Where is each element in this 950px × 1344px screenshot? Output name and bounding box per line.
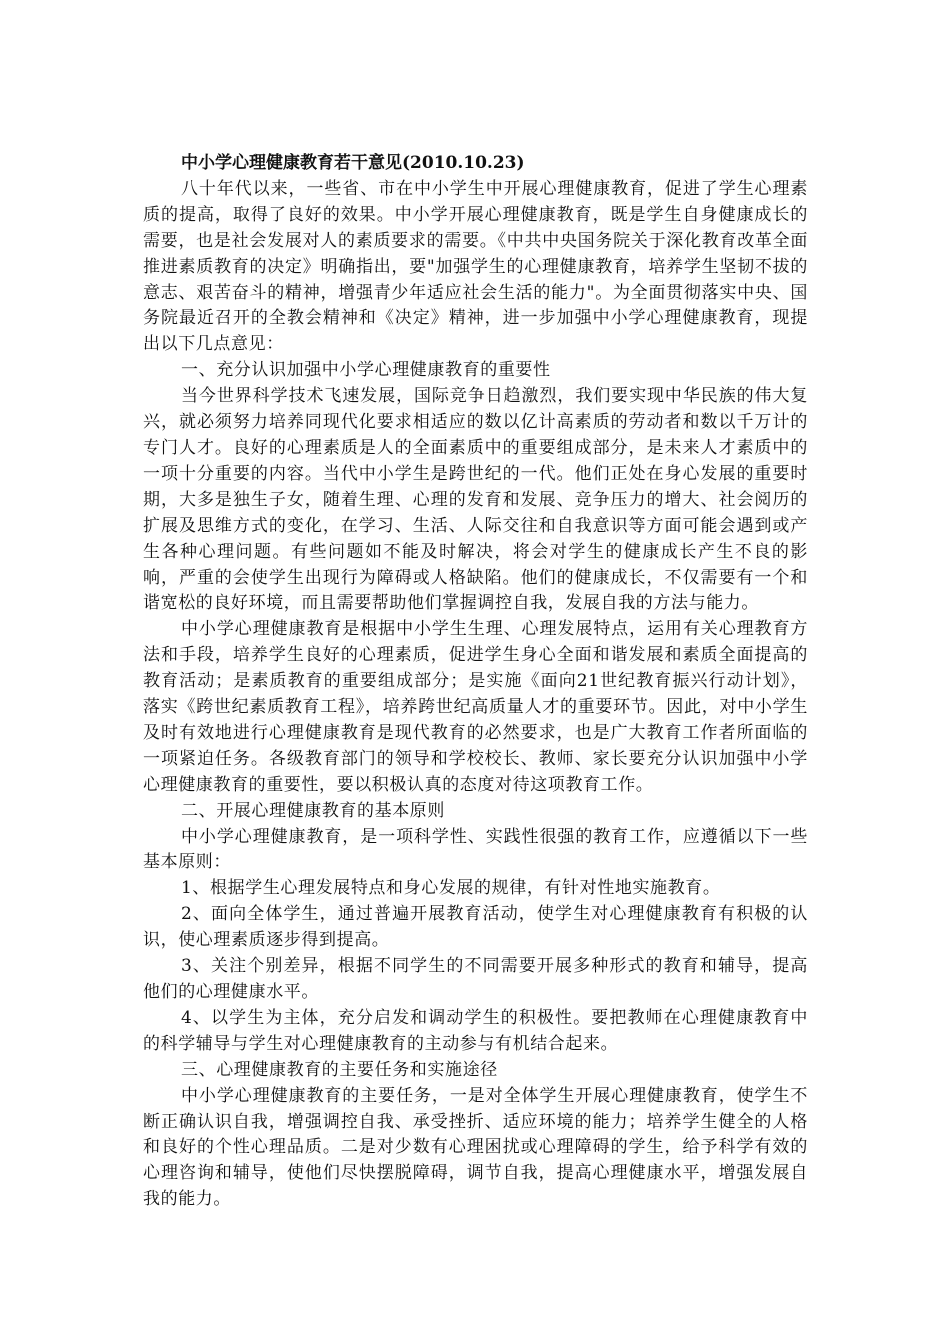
section-1-paragraph-1: 当今世界科学技术飞速发展，国际竞争日趋激烈，我们要实现中华民族的伟大复兴，就必须努力培养同现代化要求相适应的数以亿计高素质的劳动者和数以千万计的专门人才。良好的心理素质是人的全面素质中的重要组成部分，是未来人才素质中的一项十分重要的内容。当代中小学生是跨世纪的一代。他们正处在身心发展的重要时期，大多是独生子女，随着生理、心理的发育和发展、竞争压力的增大、社会阅历的扩展及思维方式的变化，在学习、生活、人际交往和自我意识等方面可能会遇到或产生各种心理问题。有些问题如不能及时解决，将会对学生的健康成长产生不良的影响，严重的会使学生出现行为障碍或人格缺陷。他们的健康成长，不仅需要有一个和谐宽松的良好环境，而且需要帮助他们掌握调控自我，发展自我的方法与能力。 <box>143 386 808 614</box>
section-2-item-2: 2、面向全体学生，通过普遍开展教育活动，使学生对心理健康教育有积极的认识，使心理素质逐步得到提高。 <box>143 904 808 951</box>
section-3-paragraph-1: 中小学心理健康教育的主要任务，一是对全体学生开展心理健康教育，使学生不断正确认识自我，增强调控自我、承受挫折、适应环境的能力；培养学生健全的人格和良好的个性心理品质。二是对少数有心理困扰或心理障碍的学生，给予科学有效的心理咨询和辅导，使他们尽快摆脱障碍，调节自我，提高心理健康水平，增强发展自我的能力。 <box>143 1085 808 1210</box>
intro-paragraph: 八十年代以来，一些省、市在中小学生中开展心理健康教育，促进了学生心理素质的提高，取得了良好的效果。中小学开展心理健康教育，既是学生自身健康成长的需要，也是社会发展对人的素质要求的需要。《中共中央国务院关于深化教育改革全面推进素质教育的决定》明确指出，要"加强学生的心理健康教育，培养学生坚韧不拔的意志、艰苦奋斗的精神，增强青少年适应社会生活的能力"。为全面贯彻落实中央、国务院最近召开的全教会精神和《决定》精神，进一步加强中小学心理健康教育，现提出以下几点意见： <box>143 178 808 355</box>
section-2-heading: 二、开展心理健康教育的基本原则 <box>181 800 445 821</box>
section-2-item-1: 1、根据学生心理发展特点和身心发展的规律，有针对性地实施教育。 <box>181 878 721 899</box>
section-2-item-4: 4、以学生为主体，充分启发和调动学生的积极性。要把教师在心理健康教育中的科学辅导与学生对心理健康教育的主动参与有机结合起来。 <box>143 1007 808 1054</box>
section-1-paragraph-2: 中小学心理健康教育是根据中小学生生理、心理发展特点，运用有关心理教育方法和手段，培养学生良好的心理素质，促进学生身心全面和谐发展和素质全面提高的教育活动；是素质教育的重要组成部分；是实施《面向21世纪教育振兴行动计划》，落实《跨世纪素质教育工程》，培养跨世纪高质量人才的重要环节。因此，对中小学生及时有效地进行心理健康教育是现代教育的必然要求，也是广大教育工作者所面临的一项紧迫任务。各级教育部门的领导和学校校长、教师、家长要充分认识加强中小学心理健康教育的重要性，要以积极认真的态度对待这项教育工作。 <box>143 619 808 795</box>
document-title: 中小学心理健康教育若干意见(2010.10.23) <box>181 153 525 173</box>
section-1-heading: 一、充分认识加强中小学心理健康教育的重要性 <box>181 360 551 381</box>
section-2-paragraph-1: 中小学心理健康教育，是一项科学性、实践性很强的教育工作，应遵循以下一些基本原则： <box>143 826 808 873</box>
section-3-heading: 三、心理健康教育的主要任务和实施途径 <box>181 1059 498 1080</box>
document-page <box>143 151 808 1213</box>
section-2-item-3: 3、关注个别差异，根据不同学生的不同需要开展多种形式的教育和辅导，提高他们的心理健康水平。 <box>143 956 808 1002</box>
